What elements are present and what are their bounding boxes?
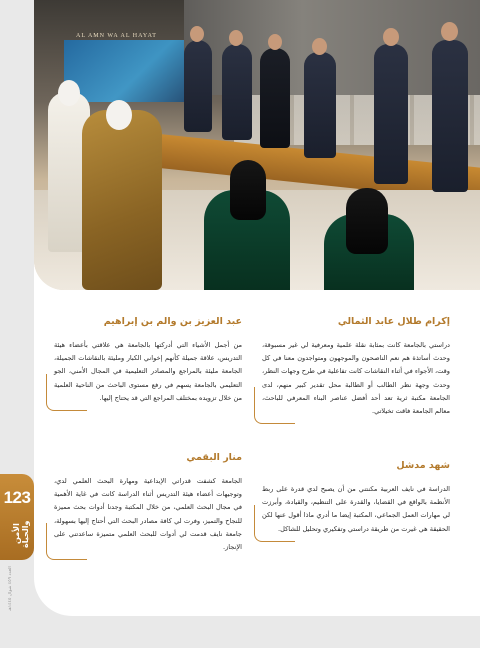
testimonial-text: دراستي بالجامعة كانت بمثابة نقلة علمية ومعرفية لي غير مسبوقة، وحدث أساتذة هم نعم الناصحون والموجهون ومتواجدون معنا في كل وقت، الأجواء في أثناء النقاشات كانت تفاعلية في طرح وجهات النظر، وحدث وجهة نظر الطالب أو الطالبة محل تقدير كبير منهم، لدى الجامعة مكتبة ثرية تعد أحد أفضل عناصر البناء المعرفي للباحث، معالم الجامعة فاقت تخيلاتي. [262,341,450,416]
official-figure [260,48,290,148]
photo-screen [64,40,184,102]
graduate-figure [82,110,162,290]
testimonial-name: منار البقمي [186,452,242,463]
graduation-ceremony-photo [34,0,480,290]
graduate-head [106,100,132,130]
female-graduate-figure [230,160,266,220]
photo-caption: AL AMN WA AL HAYAT [76,33,157,39]
testimonial-name: شهد مدشل [396,460,450,471]
testimonial-name: عبد العزيز بن والم بن إبراهيم [103,316,242,327]
page-number-tab [0,474,34,560]
issue-note: العدد ٤٥٩ شوال ١٤٤٥هـ [8,566,13,611]
testimonial-ikram [254,316,450,424]
official-head [268,34,282,50]
testimonial-text: من أجمل الأشياء التي أدركتها بالجامعة هي علاقتي بأعضاء هيئة التدريس، علاقة جميلة كأنهم إخواني الكبار ومليئة بالنقاشات الجميلة، الجامعة مليئة بالمراجع والمصادر التعليمية في المجال الأمني، الجو التعليمي بالجامعة يسهم في رفع مستوى الباحث من الناحية العلمية من خلال تزويده بمختلف المراجع التي قد يحتاج إليها. [54,341,242,402]
testimonial-frame [46,339,242,411]
female-graduate-figure [346,188,388,254]
testimonial-frame [254,339,450,424]
testimonial-abdulaziz [46,316,242,411]
magazine-page [34,0,480,616]
graduate-head [58,80,80,106]
official-head [441,22,458,41]
official-head [312,38,327,55]
section-name: الأمن والحياة [12,520,30,548]
official-figure [184,40,212,132]
testimonial-frame [254,483,450,542]
official-figure [432,40,468,192]
official-head [190,26,204,42]
official-figure [222,44,252,140]
testimonial-frame [46,475,242,560]
testimonial-text: الجامعة كشفت قدراتي الإبداعية ومهارة البحث العلمي لدي، وتوجيهات أعضاء هيئة التدريس أثناء الدراسة كانت في غاية الأهمية في مجال البحث العلمي، من خلال المكتبة وجدنا أدوات بحث مميزة للنجاح والتميز، وفرت لي كافة مصادر البحث التي أحتاج إليها بسهولة، جامعة نايف قدمت لي أدوات للبحث العلمي متميزة ساعدتني على الإنجاز. [54,477,242,552]
page-number: 123 [3,488,31,507]
testimonial-shahad [254,460,450,542]
official-head [229,30,243,46]
official-figure [304,52,336,158]
testimonial-manar [46,452,242,560]
official-figure [374,44,408,184]
official-head [383,28,399,46]
testimonial-text: الدراسة في نايف العربية مكنتني من أن يصبح لدي قدرة على ربط الأنظمة بالواقع في القضايا، والقدرة على التنظيم، والقيادة، وأبرزت لي مهارات العمل الجماعي، المكتبة إيضا ما أدري ماذا أقول عنها لكن الحقيقة هي غيرت من طريقة دراستي وتفكيري وتحليل للشاكل. [262,485,450,533]
testimonial-name: إكرام طلال عابد الثمالي [337,316,450,327]
